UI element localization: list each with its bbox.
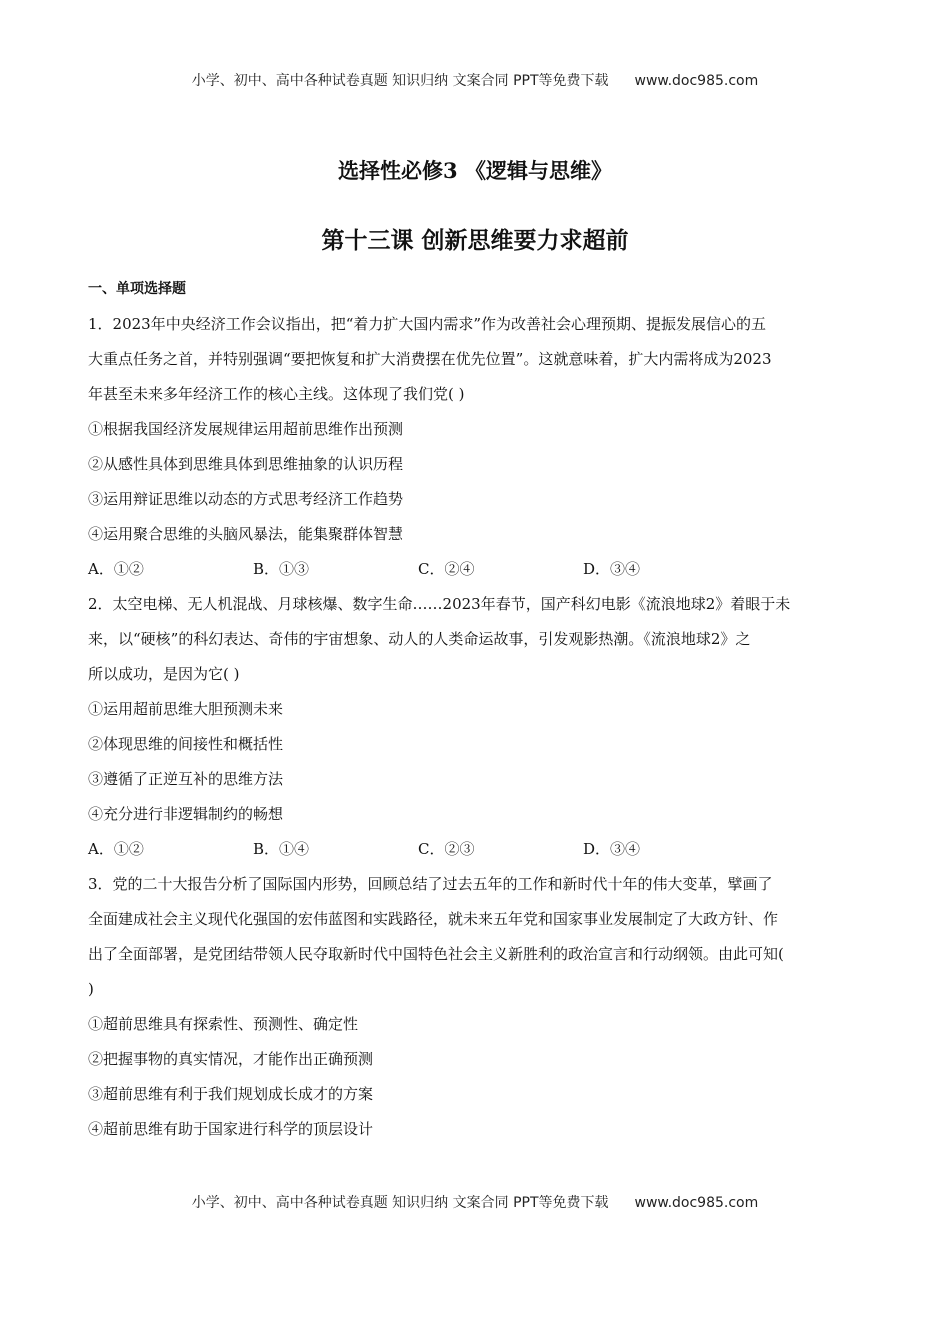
header-url: www.doc985.com <box>634 73 759 89</box>
statement-item: ②从感性具体到思维具体到思维抽象的认识历程 <box>88 455 404 473</box>
statement-item: ④超前思维有助于国家进行科学的顶层设计 <box>88 1120 374 1138</box>
question-stem-line: 1．2023年中央经济工作会议指出，把“着力扩大国内需求”作为改善社会心理预期、提振发展信心的五 <box>88 315 767 333</box>
page-footer <box>0 1192 950 1212</box>
question-3 <box>88 867 868 1147</box>
option-c: C．②③ <box>418 840 475 858</box>
question-1 <box>88 307 868 587</box>
question-stem-line: 年甚至未来多年经济工作的核心主线。这体现了我们党( ) <box>88 385 465 403</box>
page-header <box>0 70 950 90</box>
question-stem-line: 全面建成社会主义现代化强国的宏伟蓝图和实践路径，就未来五年党和国家事业发展制定了大政方针、作 <box>88 910 779 928</box>
question-stem-line: 2．太空电梯、无人机混战、月球核爆、数字生命……2023年春节，国产科幻电影《流浪地球2》着眼于未 <box>88 595 791 613</box>
option-d: D．③④ <box>583 840 641 858</box>
option-b: B．①③ <box>253 560 310 578</box>
statement-item: ④充分进行非逻辑制约的畅想 <box>88 805 284 823</box>
question-2 <box>88 587 868 867</box>
option-c: C．②④ <box>418 560 475 578</box>
lesson-title: 第十三课 创新思维要力求超前 <box>321 227 629 254</box>
footer-text: 小学、初中、高中各种试卷真题 知识归纳 文案合同 PPT等免费下载 <box>191 1195 609 1211</box>
question-stem-line: 3．党的二十大报告分析了国际国内形势，回顾总结了过去五年的工作和新时代十年的伟大变革，擘画了 <box>88 875 773 893</box>
answer-options <box>88 552 868 587</box>
footer-url: www.doc985.com <box>634 1195 759 1211</box>
question-stem-line: 所以成功，是因为它( ) <box>88 665 240 683</box>
statement-item: ③遵循了正逆互补的思维方法 <box>88 770 284 788</box>
statement-item: ②体现思维的间接性和概括性 <box>88 735 284 753</box>
option-d: D．③④ <box>583 560 641 578</box>
answer-options <box>88 832 868 867</box>
statement-item: ④运用聚合思维的头脑风暴法，能集聚群体智慧 <box>88 525 404 543</box>
statement-item: ①运用超前思维大胆预测未来 <box>88 700 284 718</box>
question-stem-line: 出了全面部署，是党团结带领人民夺取新时代中国特色社会主义新胜利的政治宣言和行动纲领。由此可知( <box>88 945 784 963</box>
statement-item: ①根据我国经济发展规律运用超前思维作出预测 <box>88 420 404 438</box>
question-stem-line: 来，以“硬核”的科幻表达、奇伟的宇宙想象、动人的人类命运故事，引发观影热潮。《流浪地球2》之 <box>88 630 751 648</box>
option-b: B．①④ <box>253 840 310 858</box>
statement-item: ③超前思维有利于我们规划成长成才的方案 <box>88 1085 374 1103</box>
doc-title: 选择性必修3 《逻辑与思维》 <box>338 158 612 183</box>
statement-item: ②把握事物的真实情况，才能作出正确预测 <box>88 1050 374 1068</box>
question-stem-line: 大重点任务之首，并特别强调“要把恢复和扩大消费摆在优先位置”。这就意味着，扩大内需将成为2023 <box>88 350 772 368</box>
option-a: A．①② <box>88 560 144 578</box>
question-stem-line: ) <box>88 980 94 998</box>
header-text: 小学、初中、高中各种试卷真题 知识归纳 文案合同 PPT等免费下载 <box>191 73 609 89</box>
statement-item: ③运用辩证思维以动态的方式思考经济工作趋势 <box>88 490 404 508</box>
section-heading: 一、单项选择题 <box>88 281 186 297</box>
question-list <box>88 307 868 1147</box>
statement-item: ①超前思维具有探索性、预测性、确定性 <box>88 1015 359 1033</box>
option-a: A．①② <box>88 840 144 858</box>
